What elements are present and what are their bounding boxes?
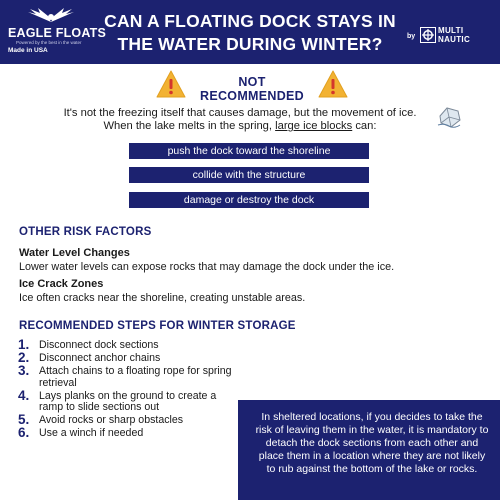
step-text: Attach chains to a floating rope for spring retrieval — [39, 365, 232, 389]
verdict-label: NOT RECOMMENDED — [200, 75, 304, 103]
ice-block-icon — [436, 104, 462, 130]
step-number: 6. — [18, 425, 30, 440]
step-item — [18, 337, 243, 352]
intro-paragraph — [30, 107, 450, 133]
intro-suffix: can: — [352, 120, 377, 132]
multinautic-logo — [405, 23, 497, 47]
warning-icon — [318, 70, 348, 98]
risk-text: Ice often cracks near the shoreline, creating unstable areas. — [19, 292, 306, 304]
risk-title: Water Level Changes — [19, 247, 130, 259]
step-number: 4. — [18, 387, 30, 403]
brand-tagline: Powered by the best in the water — [16, 40, 82, 45]
note-text: In sheltered locations, if you decides to take the risk of leaving them in the water, it is mandatory to detach the dock sections from each other and place them in a location where they are not likely to rub against the bottom of the lake or rocks. — [255, 411, 489, 475]
step-number: 2. — [18, 350, 30, 365]
risk-text: Lower water levels can expose rocks that may damage the dock under the ice. — [19, 261, 395, 273]
warning-icon — [156, 70, 186, 98]
step-item — [18, 412, 243, 427]
steps-heading: RECOMMENDED STEPS FOR WINTER STORAGE — [19, 320, 296, 332]
ice-blocks-text: large ice blocks — [275, 120, 353, 132]
made-in-usa: Made in USA — [8, 47, 48, 54]
title-line-2: THE WATER DURING WINTER? — [117, 34, 383, 54]
effect-pill: push the dock toward the shoreline — [129, 143, 369, 159]
step-item — [18, 387, 243, 414]
brand-name-line-2: NAUTIC — [438, 35, 471, 44]
note-box — [238, 400, 500, 500]
effect-pill: damage or destroy the dock — [129, 192, 369, 208]
step-number: 1. — [18, 337, 30, 352]
step-number: 5. — [18, 412, 30, 427]
intro-prefix: When the lake melts in the spring, — [103, 120, 276, 132]
header-banner — [0, 0, 500, 64]
intro-line-1: It's not the freezing itself that causes damage, but the movement of ice. — [63, 107, 417, 119]
step-text: Use a winch if needed — [39, 427, 144, 439]
effect-pill: collide with the structure — [129, 167, 369, 183]
step-item — [18, 425, 243, 440]
page-title — [100, 10, 400, 56]
brand-by: by — [407, 33, 416, 40]
eagle-wings-icon — [26, 8, 76, 26]
step-text: Avoid rocks or sharp obstacles — [39, 414, 184, 426]
multinautic-icon — [420, 27, 436, 43]
step-item — [18, 363, 243, 389]
brand-name: EAGLE FLOATS — [8, 26, 106, 40]
risk-title: Ice Crack Zones — [19, 278, 104, 290]
eagle-floats-logo — [6, 8, 106, 58]
step-text: Disconnect dock sections — [39, 339, 159, 351]
intro-line-2 — [30, 120, 450, 133]
step-item — [18, 350, 243, 365]
risk-heading: OTHER RISK FACTORS — [19, 226, 152, 238]
step-text: Disconnect anchor chains — [39, 352, 161, 364]
title-line-1: CAN A FLOATING DOCK STAYS IN — [104, 11, 396, 31]
step-number: 3. — [18, 363, 30, 378]
brand-name-line-1: MULTI — [438, 26, 464, 35]
steps-list — [18, 337, 243, 441]
step-text: Lays planks on the ground to create a ramp to slide sections out — [39, 389, 217, 413]
